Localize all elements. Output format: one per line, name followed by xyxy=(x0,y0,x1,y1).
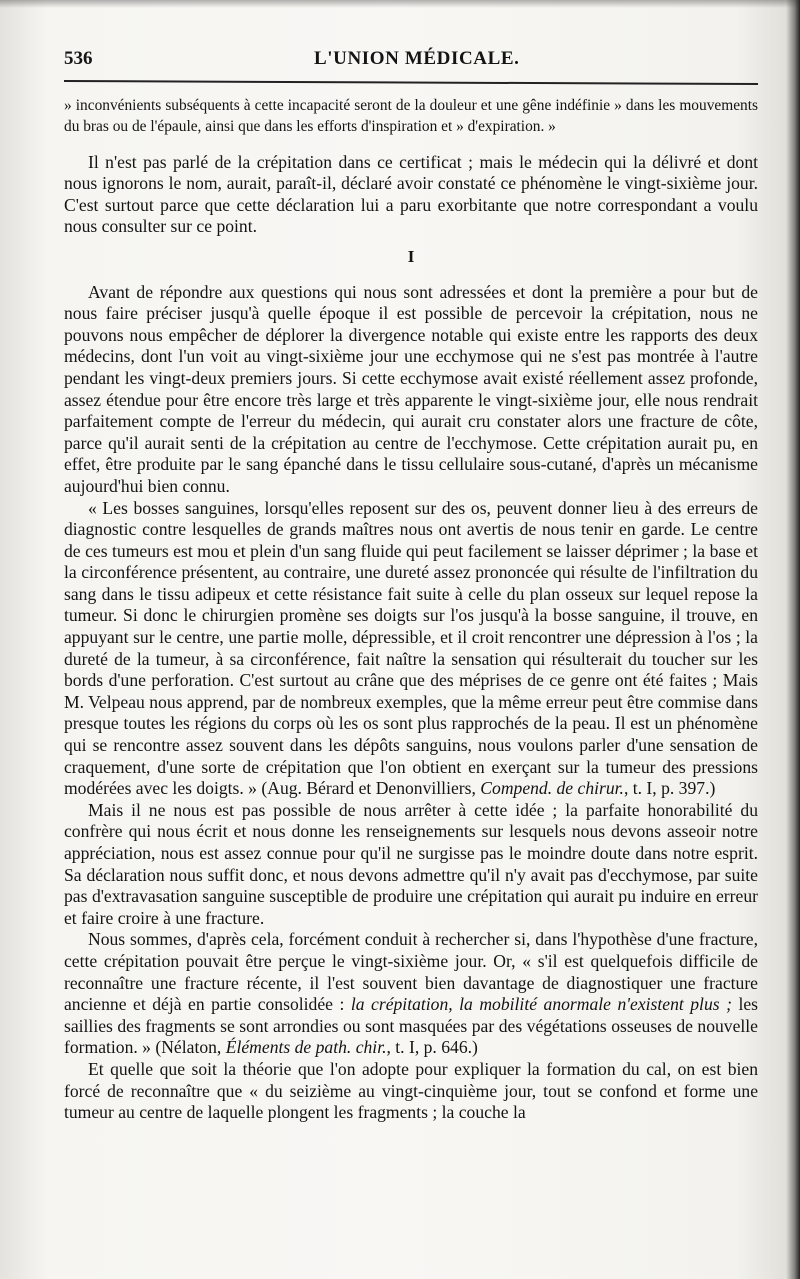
citation-ref: , t. I, p. 646.) xyxy=(386,1037,478,1058)
citation-ref: , t. I, p. 397.) xyxy=(623,778,716,799)
body-text xyxy=(64,96,758,1124)
section-number: I xyxy=(407,246,415,266)
paragraph: Il n'est pas parlé de la crépitation dans ce certificat ; mais le médecin qui la délivré et dont nous ignorons le nom, aurait, paraît-il, déclaré avoir constaté ce phénomène le vingt-sixième jour. C'est surtout parce que cette déclaration lui a paru exorbitante que notre correspondant a voulu nous consulter sur ce point. xyxy=(64,151,758,237)
paragraph-text: les saillies des fragments se sont arrondies ou sont masquées par des végétations osseuses de nouvelle formation. » (Nélaton, xyxy=(64,994,759,1058)
paragraph-text: Nous sommes, d'après cela, forcément conduit à rechercher si, dans l'hypothèse d'une fracture, cette crépitation pouvait être perçue le vingt-sixième jour. Or, « s'il est quelquefois difficile de reconnaître une fracture récente, il l'est souvent bien davantage de diagnostiquer une fracture ancienne et déjà en partie consolidée : xyxy=(64,929,758,1015)
citation-title: Éléments de path. chir. xyxy=(225,1037,387,1058)
paragraph-quotation xyxy=(64,498,758,800)
header-rule xyxy=(64,80,758,85)
page-right-edge xyxy=(786,0,800,1279)
quotation-text: « Les bosses sanguines, lorsqu'elles reposent sur des os, peuvent donner lieu à des erreurs de diagnostic contre lesquelles de grands maîtres nous ont avertis de nous tenir en garde. Le centre de ces tumeurs est mou et plein d'un sang fluide qui peut facilement se laisser déprimer ; la base et la circonférence présentent, au contraire, une dureté assez prononcée qui résulte de l'infiltration du sang dans le tissu adipeux et cette résistance fait suite à celle du plan osseux sur lequel repose la tumeur. Si donc le chirurgien promène ses doigts sur l'os jusqu'à la bosse sanguine, il trouve, en appuyant sur le centre, une partie molle, dépressible, et il croit rencontrer une dépression à l'os ; la dureté de la tumeur, à sa circonférence, fait naître la sensation qui résulterait du toucher sur les bords d'une perforation. C'est surtout au crâne que des méprises de ce genre ont été faites ; Mais M. Velpeau nous apprend, par de nombreux exemples, que la même erreur peut être commise dans presque toutes les régions du corps où les os sont plus rapprochés de la peau. Il est un phénomène qui se rencontre assez souvent dans les dépôts sanguins, nous voulons parler d'une sensation de craquement, d'une sorte de crépitation que l'on obtient en exerçant sur la tumeur des pressions modérées avec les doigts. » (Aug. Bérard et Denonvilliers, xyxy=(64,497,758,799)
page-top-shadow xyxy=(0,0,800,8)
page-number: 536 xyxy=(64,48,93,69)
quoted-certificate-end: » inconvénients subséquents à cette incapacité seront de la douleur et une gêne indéfinie » dans les mouvements du bras ou de l'épaule, ainsi que dans les efforts d'inspiration et » d'expiration. » xyxy=(64,97,758,135)
paragraph-quotation xyxy=(64,929,758,1059)
emphasized-text: la crépitation, la mobilité anormale n'existent plus ; xyxy=(350,994,732,1015)
running-title: L'UNION MÉDICALE. xyxy=(314,48,520,69)
paragraph: Mais il ne nous est pas possible de nous arrêter à cette idée ; la parfaite honorabilité du confrère qui nous écrit et nous donne les renseignements sur lesquels nous devons asseoir notre appréciation, nous est assez connue pour qu'il ne surgisse pas le moindre doute dans notre esprit. Sa déclaration nous suffit donc, et nous devons admettre qu'il n'y avait pas d'ecchymose, par suite pas d'extravasation sanguine susceptible de produire une crépitation qui aurait pu induire en erreur et faire croire à une fracture. xyxy=(64,799,758,928)
citation-title: Compend. de chirur. xyxy=(480,778,624,799)
paragraph: Avant de répondre aux questions qui nous sont adressées et dont la première a pour but de nous faire préciser jusqu'à quelle époque il est possible de percevoir la crépitation, nous ne pouvons nous empêcher de déplorer la divergence notable qui existe entre les rapports des deux médecins, dont l'un voit au vingt-sixième jour une ecchymose qui ne s'est pas montrée à l'autre pendant les vingt-deux premiers jours. Si cette ecchymose avait existé réellement assez profonde, assez étendue pour être encore très large et très apparente le vingt-sixième jour, elle nous rendrait parfaitement compte de l'erreur du médecin, qui aurait cru constater alors une fracture de côte, parce qu'il aurait senti de la crépitation au centre de l'ecchymose. Cette crépitation aurait pu, en effet, être produite par le sang épanché dans le tissu cellulaire sous-cutané, d'après un mécanisme aujourd'hui bien connu. xyxy=(64,281,758,496)
paragraph: Et quelle que soit la théorie que l'on adopte pour expliquer la formation du cal, on est bien forcé de reconnaître que « du seizième au vingt-cinquième jour, tout se confond et forme une tumeur au centre de laquelle plongent les fragments ; la couche la xyxy=(64,1058,758,1123)
page-header xyxy=(64,44,754,74)
